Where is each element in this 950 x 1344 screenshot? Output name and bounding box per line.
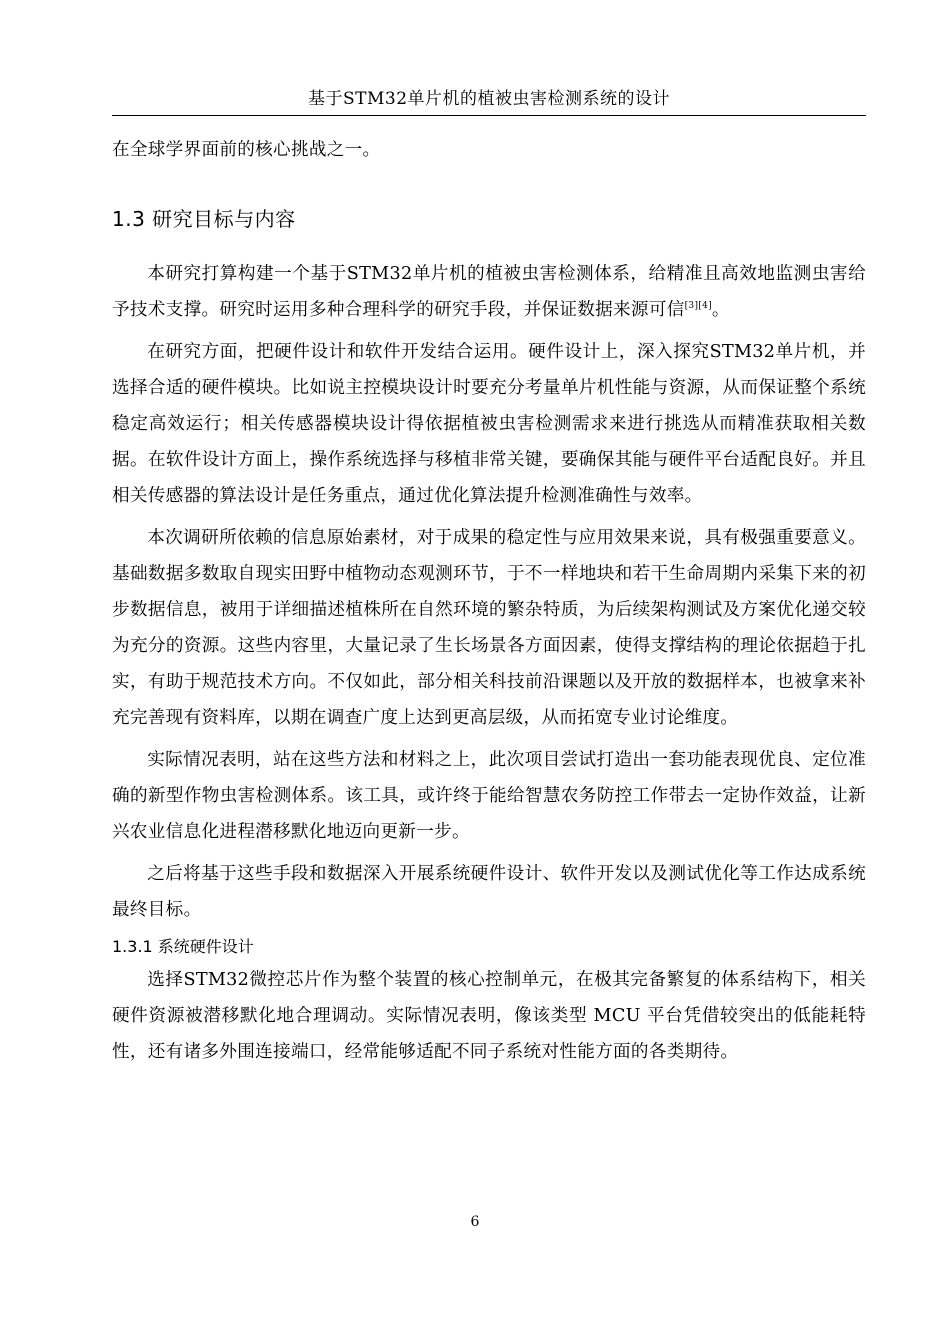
page-number: 6	[470, 1214, 480, 1230]
citation: [3][4]	[684, 301, 712, 312]
body-content	[112, 132, 866, 1070]
running-header: 基于STM32单片机的植被虫害检测系统的设计	[307, 89, 671, 109]
paragraph-research-goal	[112, 256, 866, 328]
paragraph-data-sources: 本次调研所依赖的信息原始素材，对于成果的稳定性与应用效果来说，具有极强重要意义。基础数据多数取自现实田野中植物动态观测环节，于不一样地块和若干生命周期内采集下来的初步数据信息，被用于详细描述植株所在自然环境的繁杂特质，为后续架构测试及方案优化递交较为充分的资源。这些内容里，大量记录了生长场景各方面因素，使得支撑结构的理论依据趋于扎实，有助于规范技术方向。不仅如此，部分相关科技前沿课题以及开放的数据样本，也被拿来补充完善现有资料库，以期在调查广度上达到更高层级，从而拓宽专业讨论维度。	[112, 528, 866, 728]
paragraph-text: 本研究打算构建一个基于STM32单片机的植被虫害检测体系，给精准且高效地监测虫害给予技术支撑。研究时运用多种合理科学的研究手段，并保证数据来源可信	[112, 264, 866, 320]
section-heading: 1.3 研究目标与内容	[112, 207, 296, 231]
paragraph-research-aspects: 在研究方面，把硬件设计和软件开发结合运用。硬件设计上，深入探究STM32单片机，并选择合适的硬件模块。比如说主控模块设计时要充分考量单片机性能与资源，从而保证整个系统稳定高效运行；相关传感器模块设计得依据植被虫害检测需求来进行挑选从而精准获取相关数据。在软件设计方面上，操作系统选择与移植非常关键，要确保其能与硬件平台适配良好。并且相关传感器的算法设计是任务重点，通过优化算法提升检测准确性与效率。	[112, 342, 866, 506]
paragraph-next-steps: 之后将基于这些手段和数据深入开展系统硬件设计、软件开发以及测试优化等工作达成系统最终目标。	[112, 864, 866, 920]
paragraph-hardware-design: 选择STM32微控芯片作为整个装置的核心控制单元，在极其完备繁复的体系结构下，相关硬件资源被潜移默化地合理调动。实际情况表明，像该类型 MCU 平台凭借较突出的低能耗特性，还有诸多外围连接端口，经常能够适配不同子系统对性能方面的各类期待。	[112, 970, 866, 1062]
header-rule	[112, 115, 866, 116]
paragraph-end: 。	[711, 300, 730, 320]
subsection-heading: 1.3.1 系统硬件设计	[112, 937, 254, 956]
continuation-paragraph: 在全球学界面前的核心挑战之一。	[112, 140, 381, 160]
paragraph-outcome: 实际情况表明，站在这些方法和材料之上，此次项目尝试打造出一套功能表现优良、定位准确的新型作物虫害检测体系。该工具，或许终于能给智慧农务防控工作带去一定协作效益，让新兴农业信息化进程潜移默化地迈向更新一步。	[112, 750, 866, 842]
